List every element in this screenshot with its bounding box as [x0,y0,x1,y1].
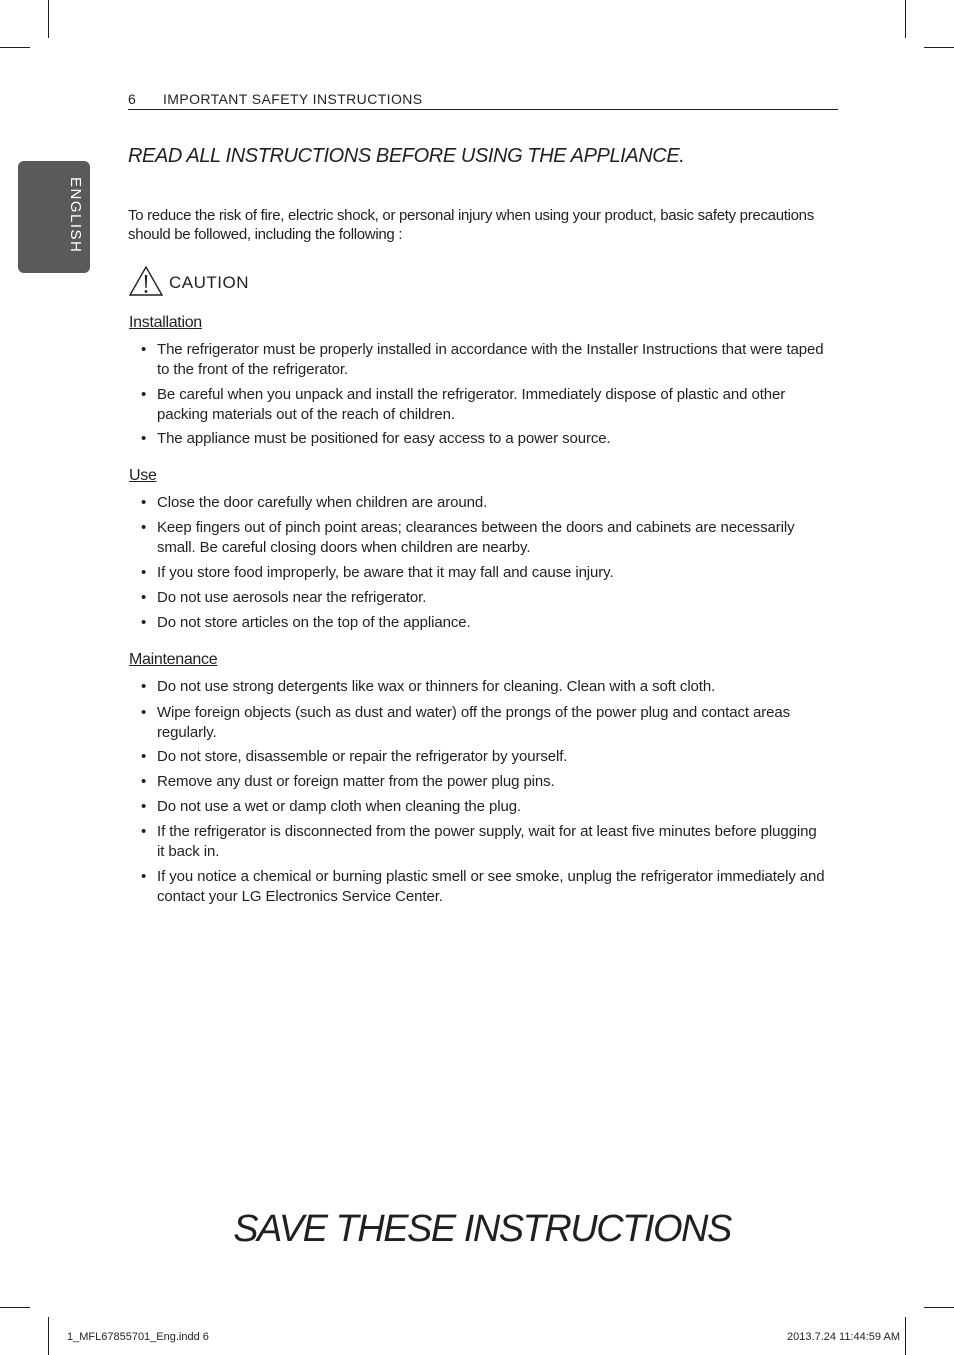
crop-mark [0,47,30,48]
list-item: • Do not use aerosols near the refrigerator. [157,588,827,608]
list-item: • Remove any dust or foreign matter from the power plug pins. [157,772,827,792]
read-all-heading: READ ALL INSTRUCTIONS BEFORE USING THE APPLIANCE. [128,145,685,167]
section-title: IMPORTANT SAFETY INSTRUCTIONS [163,91,423,107]
running-header [128,91,838,110]
crop-mark [905,1317,906,1355]
list-item: • Do not store, disassemble or repair the refrigerator by yourself. [157,747,827,767]
section-heading-installation: Installation [129,314,202,331]
print-slug-file: 1_MFL67855701_Eng.indd 6 [67,1331,209,1343]
crop-mark [48,0,49,38]
crop-mark [48,1317,49,1355]
list-item: • Do not use strong detergents like wax or thinners for cleaning. Clean with a soft cloth. [157,677,827,697]
list-item: • Close the door carefully when children are around. [157,493,827,513]
list-item: • If you store food improperly, be aware that it may fall and cause injury. [157,563,827,583]
list-item: • Do not store articles on the top of the appliance. [157,613,827,633]
list-item: • If you notice a chemical or burning plastic smell or see smoke, unplug the refrigerator immediately and contact your LG Electronics Service Center. [157,867,827,906]
language-tab-label: ENGLISH [67,177,84,254]
page-number: 6 [128,91,136,107]
section-heading-maintenance: Maintenance [129,651,218,668]
language-tab [18,161,90,273]
print-slug-timestamp: 2013.7.24 11:44:59 AM [787,1331,900,1343]
section-heading-use: Use [129,467,157,484]
crop-mark [924,1307,954,1308]
caution-text: CAUTION [169,273,249,292]
list-item: • Be careful when you unpack and install the refrigerator. Immediately dispose of plastic and other packing materials out of the reach of children. [157,385,827,424]
save-instructions-footer: SAVE THESE INSTRUCTIONS [233,1208,731,1250]
crop-mark [905,0,906,38]
list-item: • If the refrigerator is disconnected from the power supply, wait for at least five minutes before plugging it back in. [157,822,827,861]
intro-text: To reduce the risk of fire, electric shock, or personal injury when using your product, basic safety precautions should be followed, including the following : [128,207,814,243]
list-item: • The appliance must be positioned for easy access to a power source. [157,429,827,449]
list-item: • Do not use a wet or damp cloth when cleaning the plug. [157,797,827,817]
list-item: • Keep fingers out of pinch point areas; clearances between the doors and cabinets are necessarily small. Be careful closing doors when children are nearby. [157,518,827,557]
list-item: • Wipe foreign objects (such as dust and water) off the prongs of the power plug and contact areas regularly. [157,703,827,742]
warning-triangle-icon [128,265,164,297]
crop-mark [0,1307,30,1308]
list-item: • The refrigerator must be properly installed in accordance with the Installer Instructions that were taped to the front of the refrigerator. [157,340,827,379]
crop-mark [924,47,954,48]
